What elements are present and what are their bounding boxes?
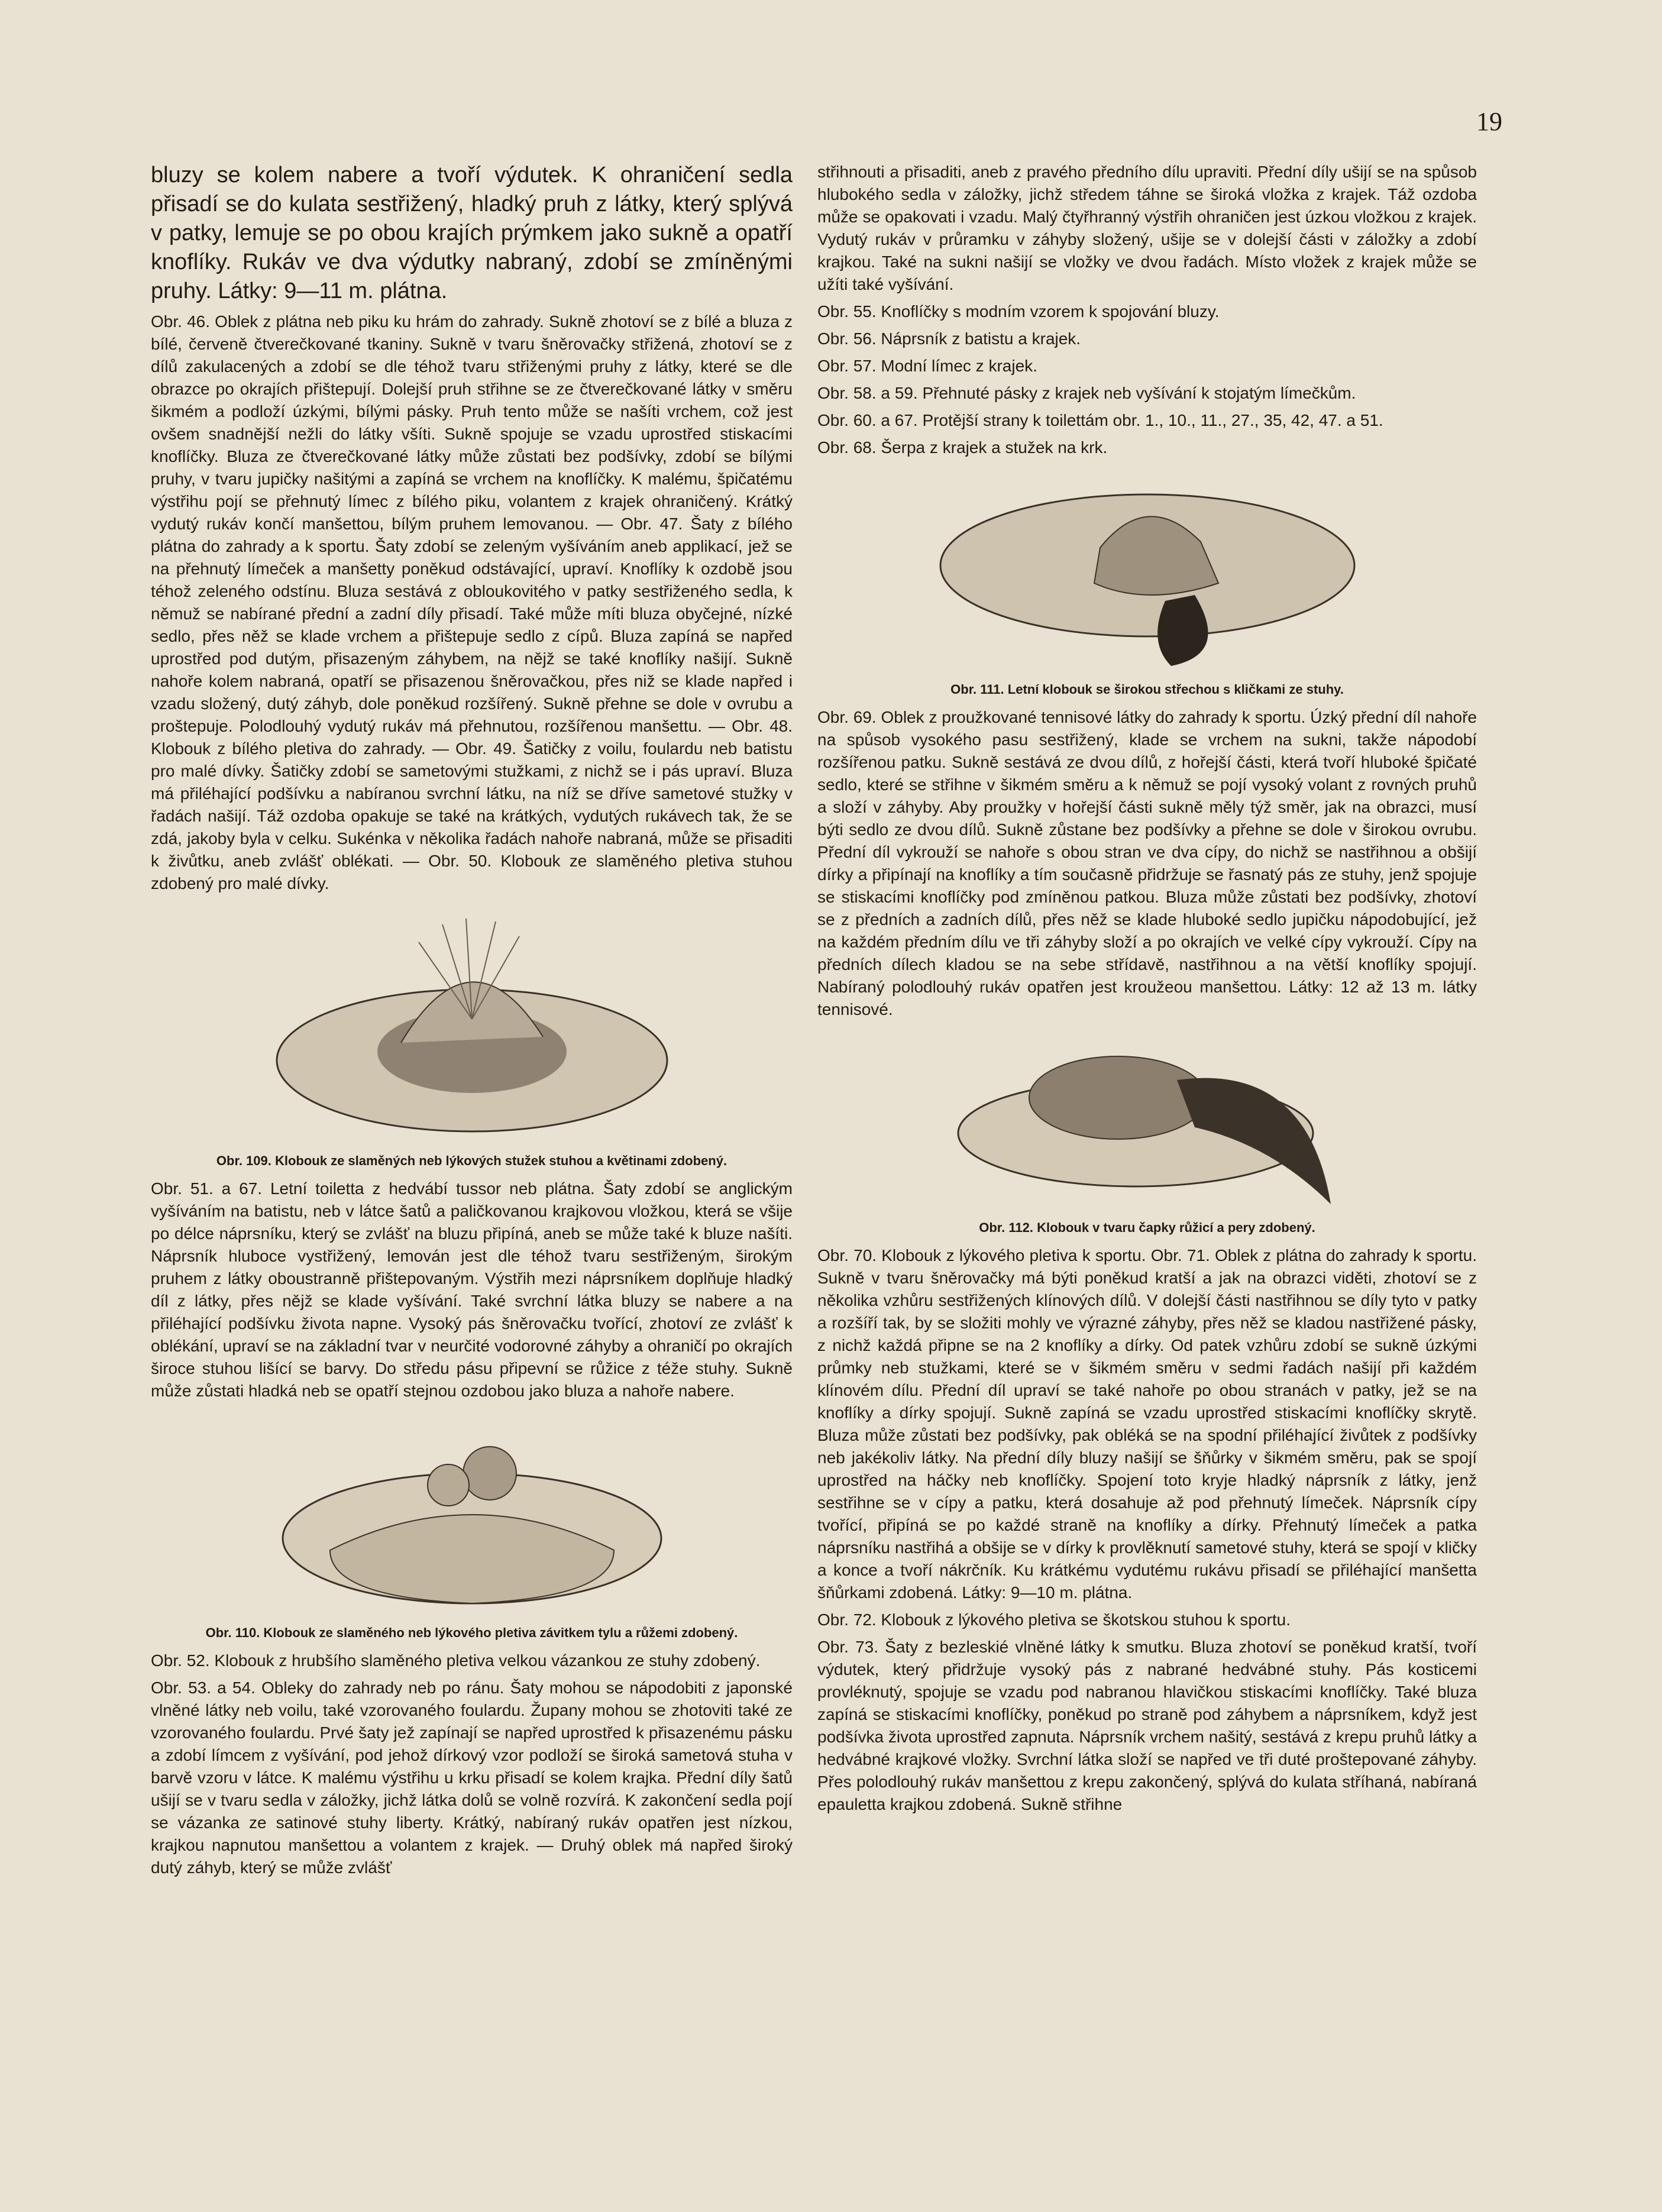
figure-109-caption: Obr. 109. Klobouk ze slaměných neb lýkových stužek stuhou a květinami zdobený. (216, 1153, 727, 1168)
paragraph-obr-57: Obr. 57. Modní límec z krajek. (817, 357, 1037, 375)
paragraph-obr-72: Obr. 72. Klobouk z lýkového pletiva se škotskou stuhou k sportu. (817, 1611, 1291, 1629)
paragraph-obr-70: Obr. 70. Klobouk z lýkového pletiva k sportu. Obr. 71. Oblek z plátna do zahrady k sportu. Sukně v tvaru šněrovačky má býti poněkud kratší a jak na obrazci viděti, zhotoví se z několika vzhůru sestřižených klínových dílů. V dolejší části nastřihnou se díly tyto v patky a rozšíří tak, by se složiti mohly ve výrazné záhyby, přes něž se kladou nastřižené pásky, z nichž každá připne se na 2 knoflíky a dírky. Od patek vzhůru zdobí se sukně úzkými průmky neb stužkami, které se v šikmém směru v sedmi řadách našijí při každém klínovém dílu. Přední díl upraví se také nahoře po obou stranách v patky, jež se na knoflíky a dírky spojují. Sukně zapíná se vzadu uprostřed stiskacími knoflíčky skrytě. Bluza může zůstati bez podšívky, pak obléká se na spodní přiléhající živůtek z podšívky neb jakékoliv látky. Na přední díly bluzy našijí se šňůrky v šikmém směru, pak se spojí uprostřed na háčky neb knoflíčky. Spojení toto kryje hladký náprsník z látky, jenž sestřihne se v cípy a patku, která dosahuje až pod přehnutý límeček. Náprsník cípy tvořící, připíná se po každé straně na knoflíky a dírky. Přehnutý límeček a patka náprsníku nastřihá a obšije se v dírky k provlěknutí sametové stuhy, která se spojí v kličky a konce a tvoří nákrčník. Ku krátkému vydutému rukávu přisadí se přiléhající manšetta šňůrkami zdobená. Látky: 9—10 m. plátna. (817, 1246, 1477, 1602)
paragraph-obr-52: Obr. 52. Klobouk z hrubšího slaměného pletiva velkou vázankou ze stuhy zdobený. (151, 1651, 761, 1670)
hat-illustration-110 (259, 1408, 685, 1621)
figure-111 (817, 465, 1477, 698)
paragraph-obr-58: Obr. 58. a 59. Přehnuté pásky z krajek neb vyšívání k stojatým límečkům. (817, 384, 1356, 402)
figure-112-caption: Obr. 112. Klobouk v tvaru čapky růžicí a pery zdobený. (979, 1220, 1315, 1235)
hat-illustration-112 (940, 1027, 1354, 1216)
paragraph-obr-69: Obr. 69. Oblek z proužkované tennisové látky do zahrady k sportu. Úzký přední díl nahoře na spůsob vysokého pasu sestřižený, klade se vrchem na sukni, takže nápodobí rozšířenou patku. Sukně sestává ze dvou dílů, z hořejší části, která tvoří hluboké špičaté sedlo, které se střihne v šikmém směru a k němuž se pojí vysoký volant z rovných pruhů a složí v záhyby. Aby proužky v hořejší části sukně měly týž směr, jak na obrazci, musí býti sedlo ze dvou dílů. Sukně zůstane bez podšívky a přehne se dole v širokou ovrubu. Přední díl vykrouží se nahoře s obou stran ve dva cípy, do nichž se nastřihnou a obšijí dírky a připínají na knoflíky a tím současně přidržuje se řasnatý pás ze stuhy, jenž spojuje se stiskacími knoflíčky pod zmíněnou patkou. Bluza může zůstati bez podšívky, zhotoví se z předních a zadních dílů, přes něž se klade hluboké sedlo jupičku nápodobující, jež na každém předním dílu ve tři záhyby složí a po okrajích ve velké cípy vykrouží. Cípy na předních dílech kladou se na sebe střídavě, nastřihnou a na větší knoflíky spojují. Nabíraný polodlouhý rukáv opatřen jest kroužeou manšettou. Látky: 12 až 13 m. látky tennisové. (817, 708, 1477, 1018)
right-column (817, 161, 1477, 2113)
left-column (151, 161, 793, 2113)
paragraph-obr-60: Obr. 60. a 67. Protější strany k toilettám obr. 1., 10., 11., 27., 35, 42, 47. a 51. (817, 411, 1383, 429)
hat-illustration-109 (265, 901, 679, 1149)
paragraph-obr-56: Obr. 56. Náprsník z batistu a krajek. (817, 329, 1081, 348)
figure-111-caption: Obr. 111. Letní klobouk se širokou střechou s kličkami ze stuhy. (950, 682, 1344, 697)
figure-109 (151, 901, 793, 1169)
paragraph-obr-53: Obr. 53. a 54. Obleky do zahrady neb po ránu. Šaty mohou se nápodobiti z japonské vlněné látky neb voilu, také vzorovaného foulardu. Župany mohou se zhotoviti také ze vzorovaného foulardu. Prvé šaty jež zapínají se napřed uprostřed k přisazenému pásku a zdobí límcem z vyšívání, pod jehož dírkový vzor podloží se široká sametová stuha v barvě vzoru v látce. K malému výstřihu u krku přisadí se kolem krajka. Přední díly šatů ušijí se v tvaru sedla v záložky, jichž látka dolů se volně rozvírá. K zakončení sedla pojí se vázanka ze satinové stuhy liberty. Krátký, nabíraný rukáv opatřen jest nízkou, krajkou napnutou manšettou a volantem z krajek. — Druhý oblek má napřed široký dutý záhyb, který se může zvlášť (151, 1679, 793, 1877)
paragraph-continuation: střihnouti a přisaditi, aneb z pravého předního dílu upraviti. Přední díly ušijí se na spůsob hlubokého sedla v záložky, jichž středem táhne se široká vložka z krajek. Táž ozdoba může se opakovati i vzadu. Malý čtyřhranný výstřih ohraničen jest úzkou vložkou z krajek. Vydutý rukáv v průramku v záhyby složený, ušije se v dolejší části v záložky a zdobí krajkou. Také na sukni našijí se vložky ve dvou řadách. Místo vložek z krajek může se užíti také vyšívání. (817, 163, 1477, 293)
page-number: 19 (1476, 107, 1502, 136)
paragraph-obr-55: Obr. 55. Knoflíčky s modním vzorem k spojování bluzy. (817, 302, 1220, 321)
figure-110-caption: Obr. 110. Klobouk ze slaměného neb lýkového pletiva závitkem tylu a růžemi zdobený. (205, 1625, 738, 1640)
intro-paragraph: bluzy se kolem nabere a tvoří výdutek. K ohraničení sedla přisadí se do kulata sestřižený, hladký pruh z látky, který splývá v patky, lemuje se po obou krajích prýmkem jako sukně a opatří knoflíky. Rukáv ve dva výdutky nabraný, zdobí se zmíněnými pruhy. Látky: 9—11 m. plátna. (151, 163, 793, 303)
paragraph-obr-68: Obr. 68. Šerpa z krajek a stužek na krk. (817, 438, 1108, 457)
hat-illustration-111 (923, 465, 1372, 678)
paragraph-obr-73: Obr. 73. Šaty z bezleskié vlněné látky k smutku. Bluza zhotoví se poněkud kratší, tvoří výdutek, který přidržuje vysoký pás z nabrané hedvábné stuhy. Pás kosticemi provléknutý, spojuje se vzadu pod nabranou hlavičkou stiskacími knoflíčky. Také bluza zapíná se stiskacími knoflíčky, poněkud po straně pod záhybem a náprsníkem, když jest podšívka života uprostřed zapnuta. Náprsník vrchem našitý, sestává z krepu pruhů látky a hedvábné krajkové vložky. Svrchní látka složí se napřed ve tři duté proštepované záhyby. Přes polodlouhý rukáv manšettou z krepu zakončený, splývá do kulata stříhaná, nabíraná epauletta krajkou zdobená. Sukně střihne (817, 1638, 1477, 1813)
figure-110 (151, 1408, 793, 1641)
figure-112 (817, 1027, 1477, 1236)
paragraph-obr-51: Obr. 51. a 67. Letní toiletta z hedvábí tussor neb plátna. Šaty zdobí se anglickým vyšíváním na batistu, neb v látce šatů a paličkovanou krajkovou vložkou, která se všije po délce náprsníku, který se zvlášť na bluzu připíná, aneb se může také k bluze našíti. Náprsník hluboce vystřižený, lemován jest dle téhož tvaru sestřiženým, širokým pruhem z látky oboustranně přištepovaným. Výstřih mezi náprsníkem doplňuje hladký díl z látky, přes nějž se klade vyšívání. Také svrchní látka bluzy se nabere a na přiléhající podšívku života napne. Vysoký pás šněrovačku tvořící, zhotoví ze zvlášť k oblékání, upraví se na základní tvar v neurčité vodorovné záhyby a ohraničí po okrajích široce stuhou lišící se barvy. Do středu pásu připevní se růžice z téže stuhy. Sukně může zůstati hladká neb se opatří stejnou ozdobou jako bluza a nahoře nabere. (151, 1179, 793, 1400)
paragraph-obr-46: Obr. 46. Oblek z plátna neb piku ku hrám do zahrady. Sukně zhotoví se z bílé a bluza z bílé, červeně čtverečkované tkaniny. Sukně v tvaru šněrovačky střižená, zhotoví se z dílů zakulacených a zdobí se dle téhož tvaru střiženými pruhy z látky, které se dle obrazce po okrajích přištepují. Dolejší pruh střihne se ze čtverečkované látky v směru šikmém a podloží úzkými, bílými pásky. Pruh tento může se našíti vrchem, což jest ovšem snadnější nežli do látky všíti. Sukně spojuje se vzadu uprostřed stiskacími knoflíčky. Bluza ze čtverečkované látky může zůstati bez podšívky, zdobí se bílými pruhy, v tvaru jupičky našitými a zapíná se vrchem na knoflíčky. K malému, špičatému výstřihu pojí se přehnutý límec z bílého piku, volantem z krajek ohraničený. Krátký vydutý rukáv končí manšettou, bílým pruhem lemovanou. — Obr. 47. Šaty z bílého plátna do zahrady a k sportu. Šaty zdobí se zeleným vyšíváním aneb applikací, jež se na přehnutý límeček a manšetty poněkud odstávající, upraví. Knoflíky k ozdobě jsou téhož zeleného odstínu. Bluza sestává z obloukovitého v patky sestřiženého sedla, k němuž se nabírané přední a zadní díly přisadí. Také může míti bluza obyčejné, nízké sedlo, přes něž se klade vrchem a přištepuje sedlo z cípů. Bluza zapíná se napřed uprostřed pod dutým, přisazeným záhybem, na nějž se také knoflíky našijí. Sukně nahoře kolem nabraná, opatří se přisazenou šněrovačkou, přes niž se klade napřed i vzadu složený, dutý záhyb, dole poněkud rozšířený. Sukně přehne se dole v ovrubu a proštepuje. Polodlouhý vydutý rukáv má přehnutou, rozšířenou manšettu. — Obr. 48. Klobouk z bílého pletiva do zahrady. — Obr. 49. Šatičky z voilu, foulardu neb batistu pro malé dívky. Šatičky zdobí se sametovými stužkami, z nichž se i pás upraví. Bluza má přiléhající podšívku a nabíranou svrchní látku, na níž se dříve sametové stužky v řadách našijí. Táž ozdoba opakuje se také na krátkých, vydutých rukávech tak, že se zdá, jakoby byla v celku. Sukénka v několika řadách nahoře nabraná, může se přisaditi k živůtku, aneb zvlášť oblékati. — Obr. 50. Klobouk ze slaměného pletiva stuhou zdobený pro malé dívky. (151, 312, 793, 892)
